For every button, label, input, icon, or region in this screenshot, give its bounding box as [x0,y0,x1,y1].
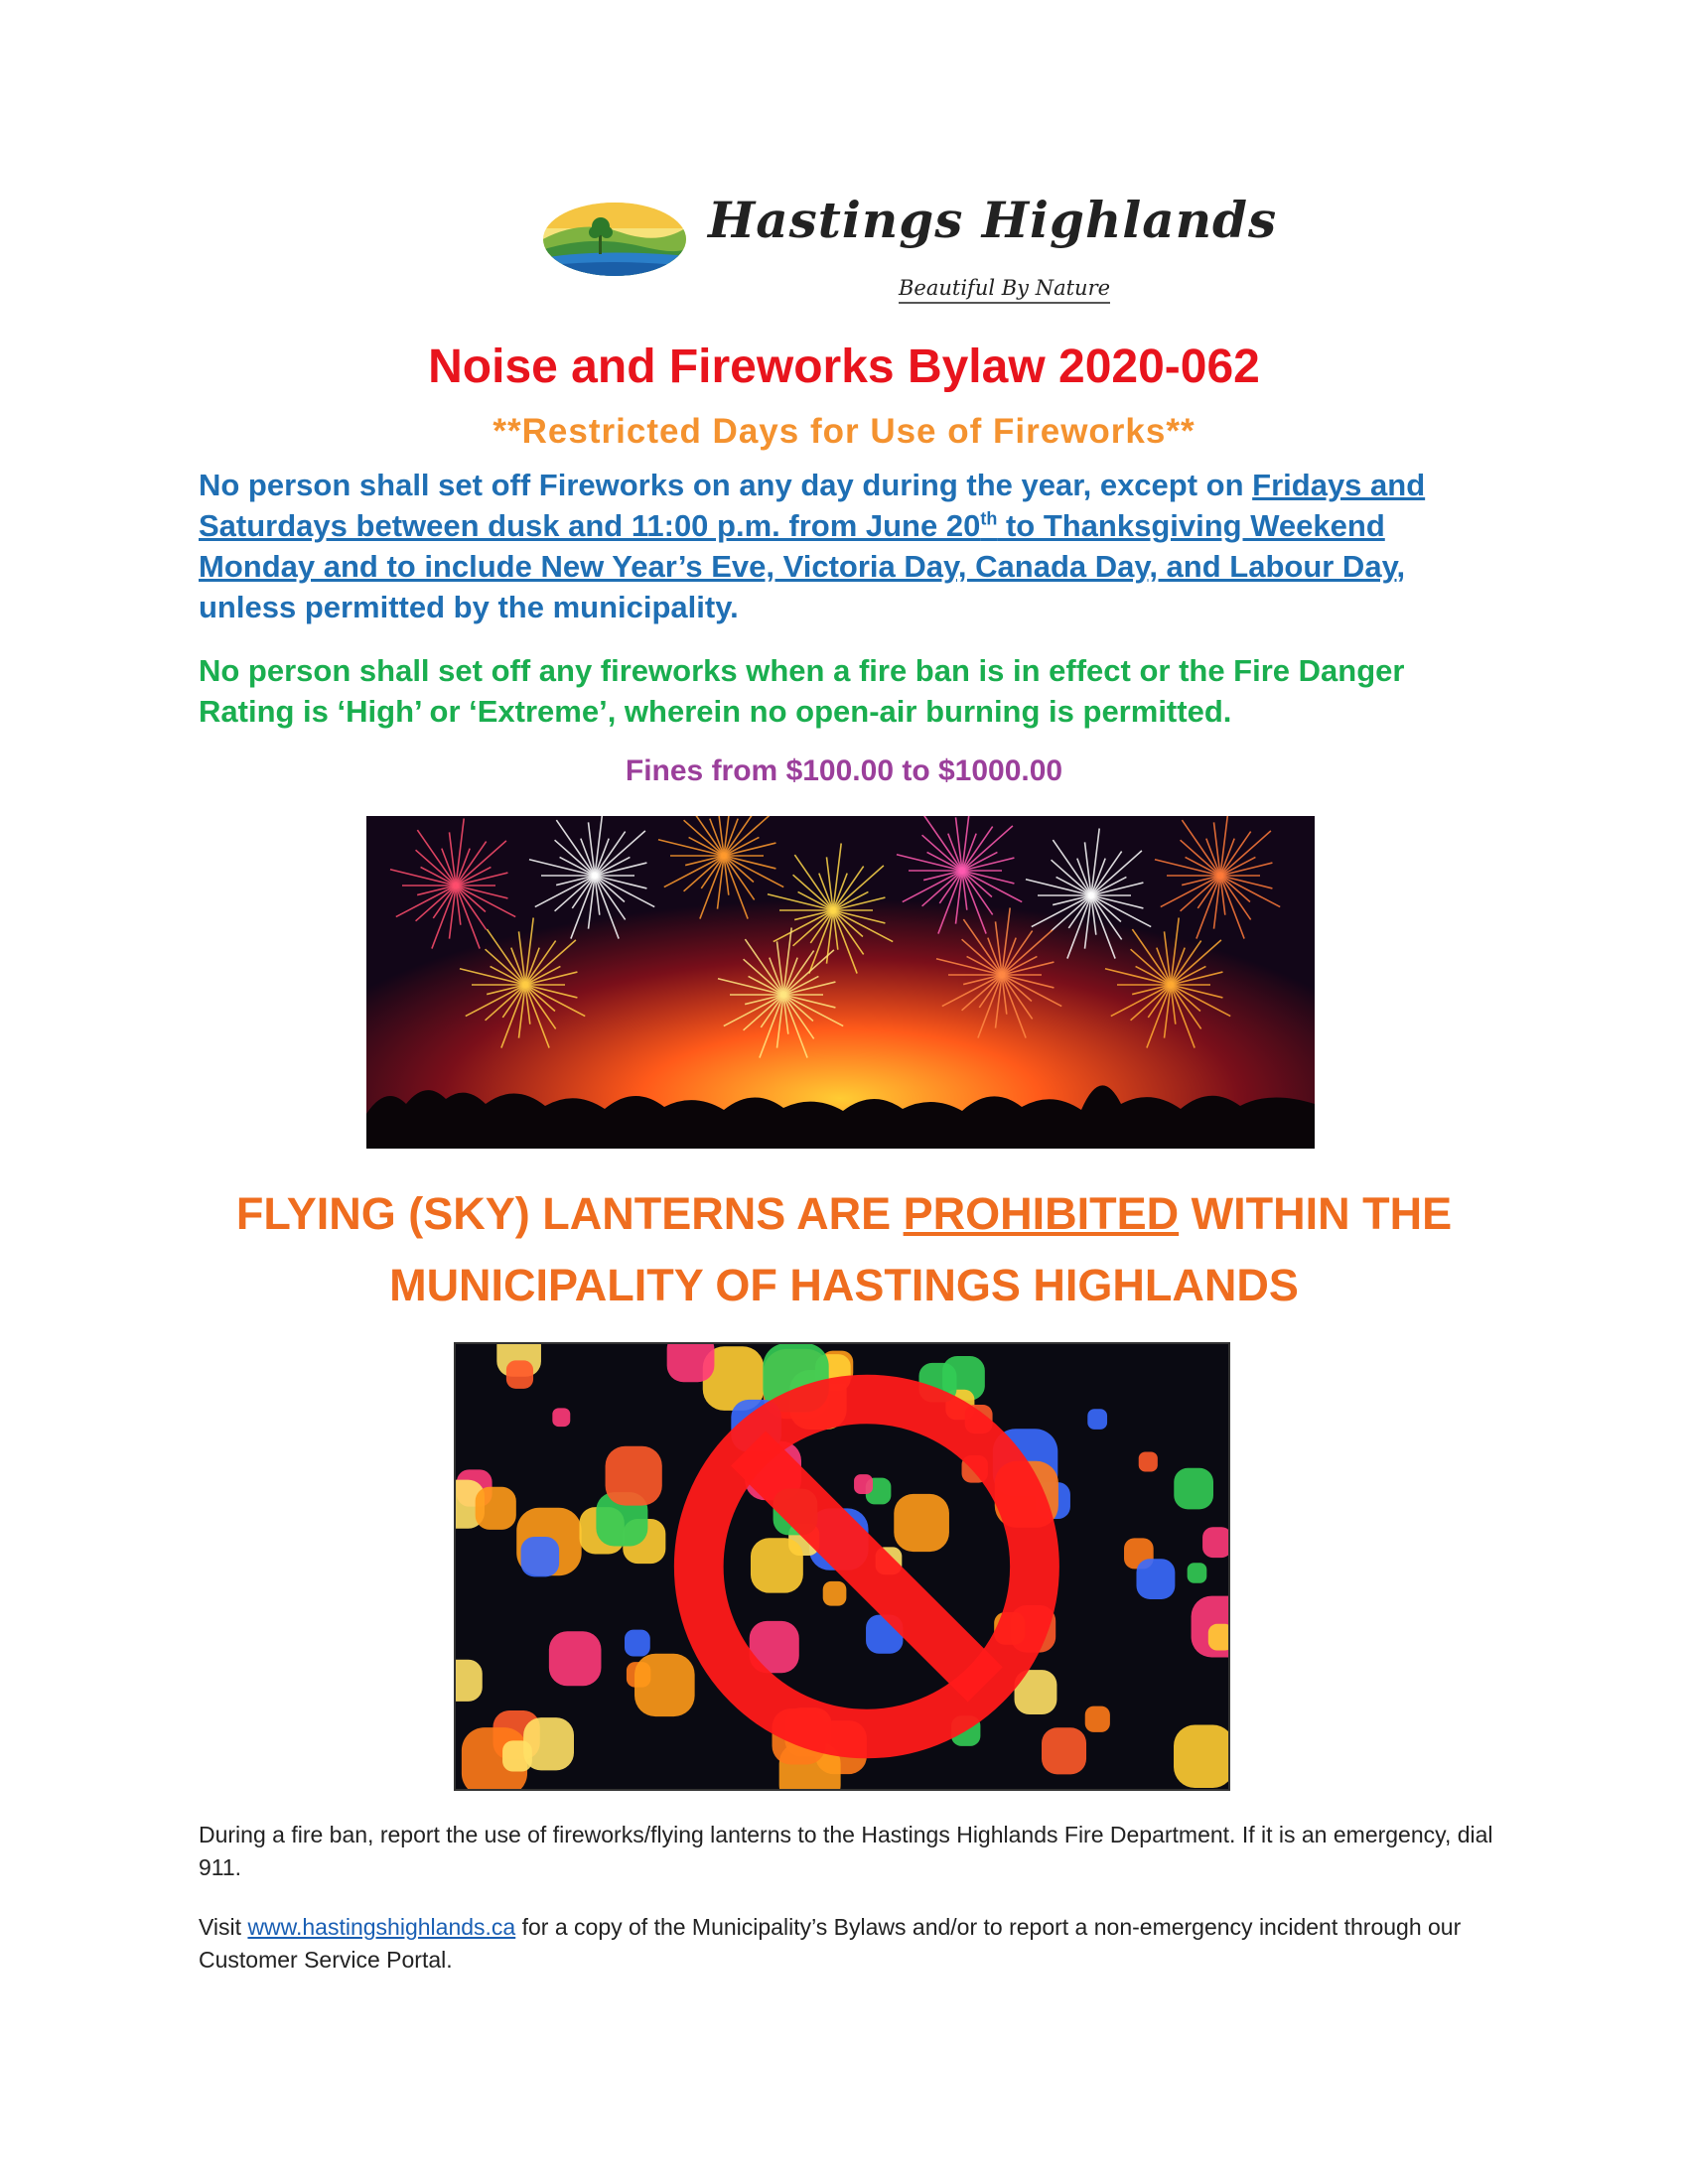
restricted-days-paragraph [199,465,1499,627]
fire-ban-paragraph: No person shall set off any fireworks when a fire ban is in effect or the Fire Danger Rating is ‘High’ or ‘Extreme’, wherein no open-air burning is permitted. [199,653,1405,729]
logo-tagline: Beautiful By Nature [899,276,1110,304]
visit-prefix: Visit [199,1914,248,1940]
visit-website-text [199,1911,1499,1977]
lantern-heading-line2: MUNICIPALITY OF HASTINGS HIGHLANDS [389,1260,1299,1310]
prohibited-emphasis: PROHIBITED [903,1188,1180,1239]
sky-lanterns-photo [454,1342,1230,1791]
website-link[interactable]: www.hastingshighlands.ca [247,1914,516,1940]
lantern-heading-part1: FLYING (SKY) LANTERNS ARE [235,1188,904,1239]
para1-lead: No person shall set off Fireworks on any day during the year, except on [199,468,1253,502]
lantern-heading-line1 [0,1178,1688,1250]
subtitle: **Restricted Days for Use of Fireworks** [492,412,1196,451]
fireworks-crowd-photo [366,816,1315,1149]
para1-superscript: th [980,508,998,529]
para1-underlined-b: to Thanksgiving Weekend Monday and to include New Year’s Eve, Victoria Day, Canada Day, and Labour Day [199,508,1397,584]
logo-name: Hastings Highlands [708,191,1278,249]
fire-ban-report-text: During a fire ban, report the use of fireworks/flying lanterns to the Hastings Highlands Fire Department. If it is an emergency, dial 911. [199,1822,1493,1880]
para1-underlined-a: Fridays and Saturdays between dusk and 11:00 p.m. from June 20 [199,468,1426,543]
landscape-tree-icon [541,201,688,278]
para1-tail: , unless permitted by the municipality. [199,549,1406,624]
lantern-prohibition-heading [0,1178,1688,1321]
lantern-heading-part2: WITHIN THE [1179,1188,1453,1239]
visit-suffix: for a copy of the Municipality’s Bylaws and/or to report a non-emergency incident through our Customer Service Portal. [199,1914,1462,1973]
municipal-logo [541,189,1278,308]
fines-text: Fines from $100.00 to $1000.00 [625,754,1063,787]
page-title: Noise and Fireworks Bylaw 2020-062 [428,341,1260,393]
